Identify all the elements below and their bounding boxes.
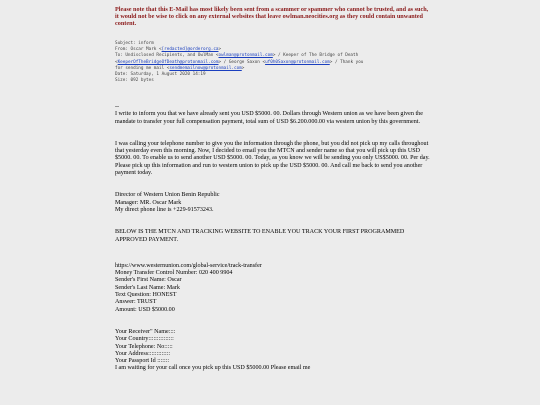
header-to-line-3: for sending me mail <sendmemailnow@protonmail.com>: [115, 65, 245, 71]
header-from: From: Oscar Mark <[redacted]@orderorg.ca>: [115, 47, 222, 53]
signature-manager: Manager: MR. Oscar Mark: [115, 199, 182, 206]
body-separator: --: [115, 104, 120, 110]
email-body: [115, 104, 435, 373]
sender-last-name: Sender's Last Name: Mark: [115, 284, 180, 291]
tracking-url: https://www.westernunion.com/global-service/track-transfer: [115, 262, 262, 269]
receiver-name: Your Receiver" Name::::: [115, 328, 176, 335]
keeper-email-link[interactable]: KeeperOfTheBridgeOfDeath@protonmail.com: [117, 59, 219, 65]
from-email-link[interactable]: [redacted]@orderorg.ca: [161, 47, 219, 53]
receiver-telephone: Your Telephone: No:::::: [115, 343, 173, 350]
email-headers: [115, 41, 435, 84]
header-to-line-1: To: Undisclosed Recipients, and OwlMan <owlman@protonmail.com> / Keeper of The Bridge of Death: [115, 53, 359, 59]
header-date: Date: Saturday, 1 August 2020 14:19: [115, 72, 206, 78]
header-size: Size: 092 bytes: [115, 78, 154, 84]
sendmemail-email-link[interactable]: sendmemailnow@protonmail.com: [169, 65, 242, 71]
text-question: Text Question: HONEST: [115, 292, 177, 299]
owlman-email-link[interactable]: owlman@protonmail.com: [218, 53, 273, 59]
scam-warning-banner: Please note that this E-Mail has most likely been sent from a scammer or spammer who cannot be trusted, and as such, it would not be wise to click on any external websites that leave owlman.neocities.org as they could contain unwanted content.: [115, 6, 429, 28]
receiver-address: Your Address:::::::::::::: [115, 350, 171, 357]
signature-phone: My direct phone line is +229-91573243.: [115, 206, 214, 213]
receiver-passport: Your Passport Id :::::::: [115, 358, 170, 365]
body-paragraph-2: I was calling your telephone number to give you the information through the phone, but you did not pick up my calls throughout that yesterday even this morning. Now, I decided to email you the MTCN and sender name so that you will pick up this USD $5000. 00. To enable us to send another USD $5000. 00. Today, as you know we will be sending you only US$5000. 00. Per day. Please pick up this information and run to western union to pick up the USD $5000. 00. And call me back to send you another payment today.: [115, 140, 430, 177]
closing-line: I am waiting for your call once you pick up this USD $5000.00 Please email me: [115, 365, 311, 372]
mtcn-notice: BELOW IS THE MTCN AND TRACKING WEBSITE TO ENABLE YOU TRACK YOUR FIRST PROGRAMMED APPROVED PAYMENT.: [115, 229, 405, 243]
mtcn-number: Money Transfer Control Number: 020 400 9904: [115, 270, 233, 277]
sender-first-name: Sender's First Name: Oscar: [115, 277, 182, 284]
body-paragraph-1: I write to inform you that we have already sent you USD $5000. 00. Dollars through Western union as we have been given the mandate to transfer your full compensation payment, total sum of USD $6.200.000.00 via western union by this government.: [115, 111, 423, 125]
signature-title: Director of Western Union Benin Republic: [115, 192, 220, 199]
saxon-email-link[interactable]: uf0h0Saxon@protonmail.com: [265, 59, 330, 65]
receiver-country: Your Country:::::::::::::::: [115, 336, 174, 343]
header-subject: Subject: inform: [115, 41, 154, 46]
header-to-line-2: <KeeperOfTheBridgeOfDeath@protonmail.com> / George Saxon <uf0h0Saxon@protonmail.com> / Thank you: [115, 59, 364, 65]
text-answer: Answer: TRUST: [115, 299, 157, 306]
email-page: [107, 0, 433, 405]
transfer-amount: Amount: USD $5000.00: [115, 306, 175, 313]
